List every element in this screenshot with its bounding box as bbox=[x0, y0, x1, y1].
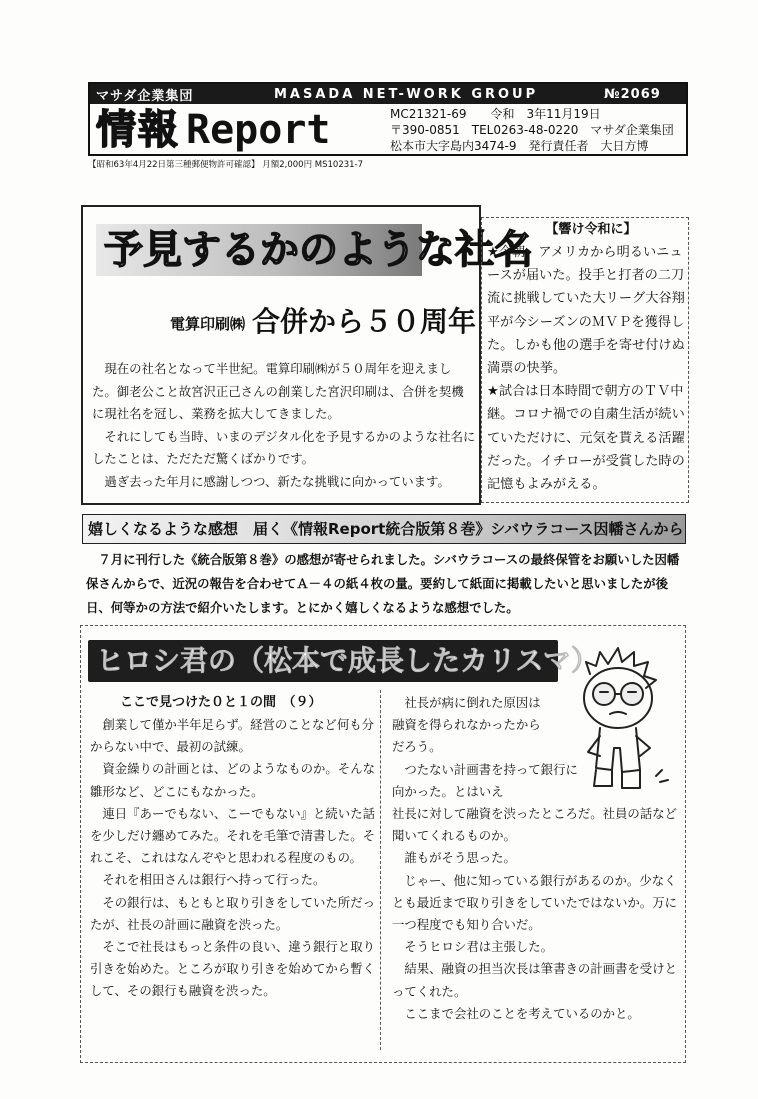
article-1-subtitle: 合併から５０周年 bbox=[252, 305, 477, 338]
notice-title: 嬉しくなるような感想 届く《情報Report統合版第８巻》シバウラコース因幡さんから bbox=[88, 520, 684, 538]
issue-info bbox=[390, 106, 686, 154]
group-name: MASADA NET-WORK GROUP bbox=[274, 86, 539, 102]
masthead-bar bbox=[90, 84, 686, 104]
article-2-paragraph: 結果、融資の担当次長は筆書きの計画書を受けとってくれた。 bbox=[392, 961, 677, 999]
info-line-1: MC21321-69 令和 3年11月19日 bbox=[390, 107, 601, 121]
article-2-paragraph: ここまで会社のことを考えているのかと。 bbox=[404, 1005, 640, 1021]
article-2-section-heading: ここで見つけた０と１の間 （９） bbox=[120, 695, 322, 710]
article-2-paragraph: 連日『あーでもない、こーでもない』と続いた話を少しだけ纏めてみた。それを毛筆で清書した。それこそ、これはなんぞやと思われる程度のもの。 bbox=[90, 805, 375, 866]
article-1-paragraph: 過ぎ去った年月に感謝しつつ、新たな挑戦に向かっています。 bbox=[104, 473, 450, 489]
column-paragraph: ★今朝、アメリカから明るいニュースが届いた。投手と打者の二刀流に挑戦していた大リーグ大谷翔平が今シーズンのＭＶＰを獲得した。しかも他の選手を寄せ付けぬ満票の快挙。 bbox=[487, 245, 685, 377]
article-2-paragraph: それを相田さんは銀行へ持って行った。 bbox=[102, 872, 326, 888]
article-2-paragraph: 誰もがそう思った。 bbox=[404, 850, 516, 866]
notice-paragraph: ７月に刊行した《統合版第８巻》の感想が寄せられました。シバウラコースの最終保管をお願いした因幡保さんからで、近況の報告を合わせてＡ－４の紙４枚の量。要約して紙面に掲載したいと思いましたが後日、何等かの方法で紹介いたします。とにかく嬉しくなるような感想でした。 bbox=[86, 552, 680, 615]
article-1-headline: 予見するかのような社名 bbox=[104, 227, 534, 273]
info-line-3: 松本市大字島内3474-9 発行責任者 大日方博 bbox=[390, 139, 649, 153]
issue-number: №2069 bbox=[604, 86, 661, 102]
column-title: 【響け令和に】 bbox=[545, 222, 637, 237]
column-body bbox=[487, 241, 685, 496]
article-2-paragraph: 社長に対して融資を渋ったところだ。社員の話など聞いてくれるものか。 bbox=[392, 806, 677, 844]
masthead bbox=[88, 82, 688, 156]
title-kanji: 情報 bbox=[96, 106, 180, 153]
company-name: マサダ企業集団 bbox=[96, 88, 194, 104]
article-1-body bbox=[92, 358, 476, 493]
notice-body bbox=[86, 548, 686, 620]
article-1-company: 電算印刷㈱ bbox=[170, 315, 246, 333]
article-2-paragraph: 創業して僅か半年足らず。経営のことなど何も分からない中で、最初の試練。 bbox=[90, 717, 374, 755]
column-divider bbox=[380, 690, 381, 1050]
article-2-paragraph: じゃー、他に知っている銀行があるのか。少なくとも最近まで取り引きをしていたではないか。万に一つ程度でも知り合いだ。 bbox=[392, 872, 677, 933]
article-1-paragraph: それにしても当時、いまのデジタル化を予見するかのような社名にしたことは、ただただ驚くばかりです。 bbox=[92, 428, 476, 466]
article-2-right-column bbox=[392, 692, 682, 1025]
article-2-paragraph: そうヒロシ君は主張した。 bbox=[404, 939, 554, 955]
newsletter-title bbox=[96, 106, 331, 162]
article-2-paragraph: その銀行は、もともと取り引きをしていた所だったが、社長の計画に融資を渋った。 bbox=[90, 894, 375, 932]
info-line-2: 〒390-0851 TEL0263-48-0220 マサダ企業集団 bbox=[390, 123, 674, 137]
article-2-left-column bbox=[90, 714, 380, 1003]
article-2-paragraph: 資金繰りの計画とは、どのようなものか。そんな雛形など、どこにもなかった。 bbox=[90, 761, 375, 799]
article-2-title: ヒロシ君の（松本で成長したカリスマ） bbox=[96, 644, 599, 677]
postal-note: 【昭和63年4月22日第三種郵便物許可確認】 月額2,000円 MS10231-7 bbox=[88, 160, 364, 170]
title-roman: Report bbox=[186, 107, 331, 153]
article-2-paragraph: そこで社長はもっと条件の良い、違う銀行と取り引きを始めた。ところが取り引きを始めてから暫くして、その銀行も融資を渋った。 bbox=[90, 939, 375, 999]
article-2-paragraph: つたない計画書を持って銀行に向かった。とはいえ bbox=[392, 761, 578, 799]
column-paragraph: ★試合は日本時間で朝方のＴＶ中継。コロナ禍での自粛生活が続いていただけに、元気を貰える活躍だった。イチローが受賞した時の記憶もよみがえる。 bbox=[487, 384, 685, 493]
article-1-paragraph: 現在の社名となって半世紀。電算印刷㈱が５０周年を迎えました。御老公こと故宮沢正己さんの創業した宮沢印刷は、合併を契機に現社名を冠し、業務を拡大してきました。 bbox=[92, 361, 464, 421]
article-2-paragraph: 社長が病に倒れた原因は融資を得られなかったからだろう。 bbox=[392, 695, 541, 755]
